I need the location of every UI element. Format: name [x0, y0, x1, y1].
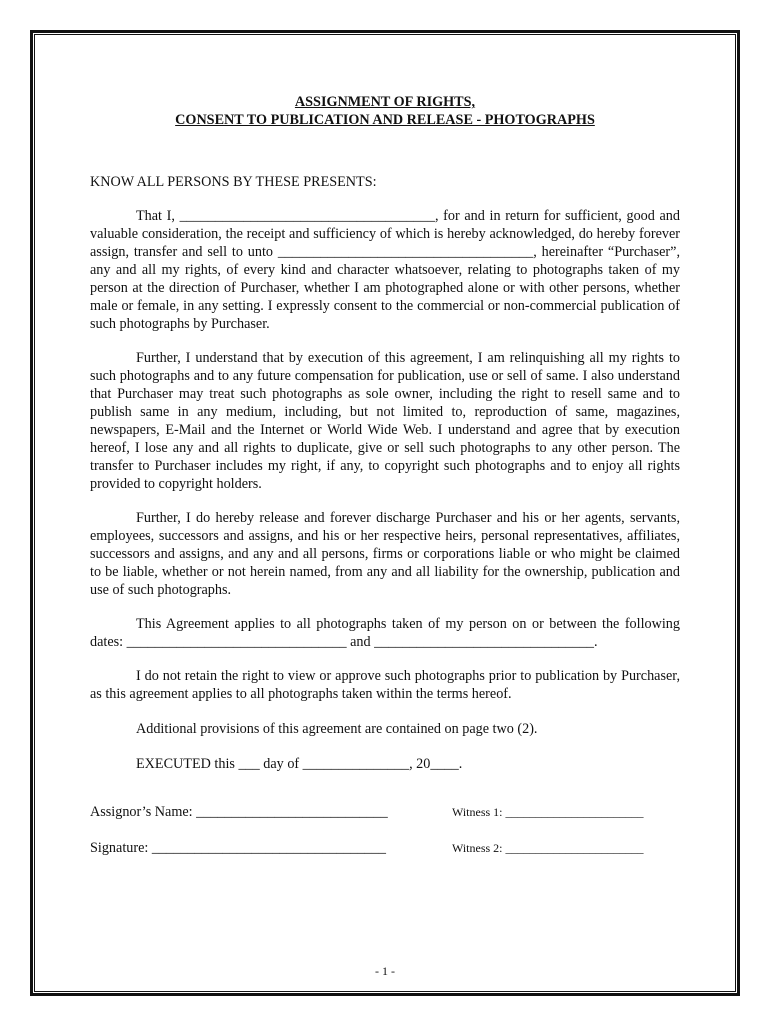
opening-heading: KNOW ALL PERSONS BY THESE PRESENTS:: [90, 174, 377, 190]
paragraph-dates: This Agreement applies to all photographs taken of my person on or between the following dates: _______________________________ and _______________________________.: [90, 616, 680, 650]
signature-row-2: [90, 839, 680, 857]
paragraph-relinquish: Further, I understand that by execution of this agreement, I am relinquishing all my rights to such photographs and to any future compensation for publication, use or sell of same. I also understand that Purchaser may treat such photographs as sole owner, including the right to resell same and to publish same in any medium, including, but not limited to, reproduction of same, magazines, newspapers, E-Mail and the Internet or World Wide Web. I understand and agree that by execution hereof, I lose any and all rights to duplicate, give or sell such photographs to any other person. The transfer to Purchaser includes my right, if any, to copyright such photographs and to enjoy all rights provided to copyright holders.: [90, 350, 680, 492]
document-body: [90, 93, 680, 857]
signature-field: Signature: _________________________________: [90, 840, 386, 856]
witness-2-field: Witness 2: _______________________: [452, 841, 644, 855]
paragraph-assignment: That I, ____________________________________, for and in return for sufficient, good and valuable consideration, the receipt and sufficiency of which is hereby acknowledged, do hereby forever assign, transfer and sell to unto ____________________________________, hereinafter “Purchaser”, any and all my rights, of every kind and character whatsoever, relating to photographs taken of my person at the direction of Purchaser, whether I am photographed alone or with other persons, whether male or female, in any setting. I expressly consent to the commercial or non-commercial publication of such photographs by Purchaser.: [90, 208, 680, 332]
page-number: - 1 -: [375, 964, 395, 978]
paragraph-no-approval: I do not retain the right to view or approve such photographs prior to publication by Purchaser, as this agreement applies to all photographs taken within the terms hereof.: [90, 668, 680, 702]
title-line-2: CONSENT TO PUBLICATION AND RELEASE - PHOTOGRAPHS: [175, 112, 595, 128]
witness-1-field: Witness 1: _______________________: [452, 805, 644, 819]
signature-row-1: [90, 803, 680, 821]
title-line-1: ASSIGNMENT OF RIGHTS,: [294, 94, 476, 110]
paragraph-additional: Additional provisions of this agreement are contained on page two (2).: [136, 721, 538, 737]
paragraph-release: Further, I do hereby release and forever discharge Purchaser and his or her agents, servants, employees, successors and assigns, and his or her respective heirs, personal representatives, affiliates, successors and assigns, and any and all persons, firms or corporations liable or who might be claimed to be liable, whether or not herein named, from any and all liability for the ownership, publication and use of such photographs.: [90, 510, 680, 598]
paragraph-executed: EXECUTED this ___ day of _______________, 20____.: [136, 756, 463, 772]
assignor-name-field: Assignor’s Name: ___________________________: [90, 804, 388, 820]
